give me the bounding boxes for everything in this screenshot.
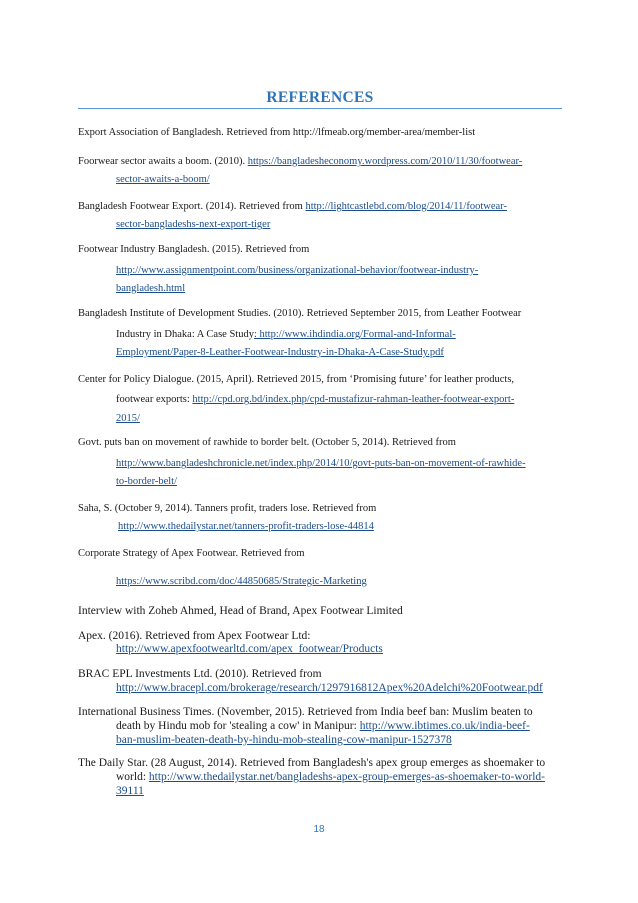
- reference-text: Foorwear sector awaits a boom. (2010).: [78, 156, 248, 167]
- reference-text: Bangladesh Institute of Development Studies. (2010). Retrieved September 2015, from Leather Footwear: [78, 308, 522, 319]
- reference-text-continued: footwear exports:: [116, 394, 193, 405]
- reference-text: International Business Times. (November, 2015). Retrieved from India beef ban: Muslim beaten to: [78, 706, 533, 718]
- page-number: 18: [313, 824, 325, 835]
- reference-text-continued: death by Hindu mob for 'stealing a cow' in Manipur:: [116, 720, 360, 732]
- reference-text-continued: world:: [116, 771, 149, 783]
- reference-text: Corporate Strategy of Apex Footwear. Retrieved from: [78, 548, 305, 559]
- reference-link[interactable]: http://cpd.org.bd/index.php/cpd-mustafizur-rahman-leather-footwear-export-: [192, 394, 515, 405]
- reference-link[interactable]: http://www.thedailystar.net/bangladeshs-apex-group-emerges-as-shoemaker-to-world-: [148, 771, 545, 783]
- reference-link[interactable]: http://www.bracepl.com/brokerage/research/1297916812Apex%20Adelchi%20Footwear.pdf: [116, 682, 543, 694]
- title-underline: [78, 108, 562, 109]
- reference-link[interactable]: http://www.thedailystar.net/tanners-profit-traders-lose-44814: [118, 521, 374, 532]
- reference-text: The Daily Star. (28 August, 2014). Retrieved from Bangladesh's apex group emerges as shoemaker to: [78, 757, 546, 769]
- reference-link[interactable]: https://www.scribd.com/doc/44850685/Strategic-Marketing: [116, 576, 367, 587]
- reference-link-continued[interactable]: Employment/Paper-8-Leather-Footwear-Industry-in-Dhaka-A-Case-Study.pdf: [116, 347, 444, 358]
- reference-link-continued[interactable]: sector-awaits-a-boom/: [116, 174, 210, 185]
- reference-text: Interview with Zoheb Ahmed, Head of Brand, Apex Footwear Limited: [78, 605, 403, 617]
- reference-link-continued[interactable]: bangladesh.html: [116, 283, 186, 294]
- reference-link[interactable]: http://www.assignmentpoint.com/business/organizational-behavior/footwear-industry-: [116, 265, 479, 276]
- reference-link-continued[interactable]: ban-muslim-beaten-death-by-hindu-mob-stealing-cow-manipur-1527378: [116, 734, 452, 746]
- reference-link[interactable]: : http://www.ihdindia.org/Formal-and-Informal-: [253, 329, 456, 340]
- reference-link[interactable]: https://bangladesheconomy.wordpress.com/2010/11/30/footwear-: [247, 156, 523, 167]
- reference-text: Apex. (2016). Retrieved from Apex Footwear Ltd:: [78, 630, 311, 642]
- reference-link[interactable]: http://www.apexfootwearltd.com/apex_footwear/Products: [116, 643, 383, 655]
- page-title: REFERENCES: [266, 89, 374, 106]
- reference-text: Govt. puts ban on movement of rawhide to border belt. (October 5, 2014). Retrieved from: [78, 437, 456, 448]
- reference-text: Bangladesh Footwear Export. (2014). Retrieved from: [78, 201, 306, 212]
- reference-link[interactable]: http://www.bangladeshchronicle.net/index.php/2014/10/govt-puts-ban-on-movement-of-rawhide-: [116, 458, 526, 469]
- reference-link[interactable]: http://www.ibtimes.co.uk/india-beef-: [359, 720, 530, 732]
- reference-text: Saha, S. (October 9, 2014). Tanners profit, traders lose. Retrieved from: [78, 503, 377, 514]
- reference-link-continued[interactable]: to-border-belt/: [116, 476, 178, 487]
- reference-link-continued[interactable]: 2015/: [116, 413, 140, 424]
- reference-text-continued: Industry in Dhaka: A Case Study: [116, 329, 254, 340]
- reference-link-continued[interactable]: sector-bangladeshs-next-export-tiger: [116, 219, 271, 230]
- reference-link[interactable]: http://lightcastlebd.com/blog/2014/11/footwear-: [305, 201, 507, 212]
- reference-text: Footwear Industry Bangladesh. (2015). Retrieved from: [78, 244, 310, 255]
- reference-text: Export Association of Bangladesh. Retrieved from http://lfmeab.org/member-area/member-list: [78, 127, 476, 138]
- reference-text: BRAC EPL Investments Ltd. (2010). Retrieved from: [78, 668, 322, 680]
- reference-link-continued[interactable]: 39111: [116, 785, 144, 797]
- reference-text: Center for Policy Dialogue. (2015, April). Retrieved 2015, from ‘Promising future’ for leather products,: [78, 374, 515, 385]
